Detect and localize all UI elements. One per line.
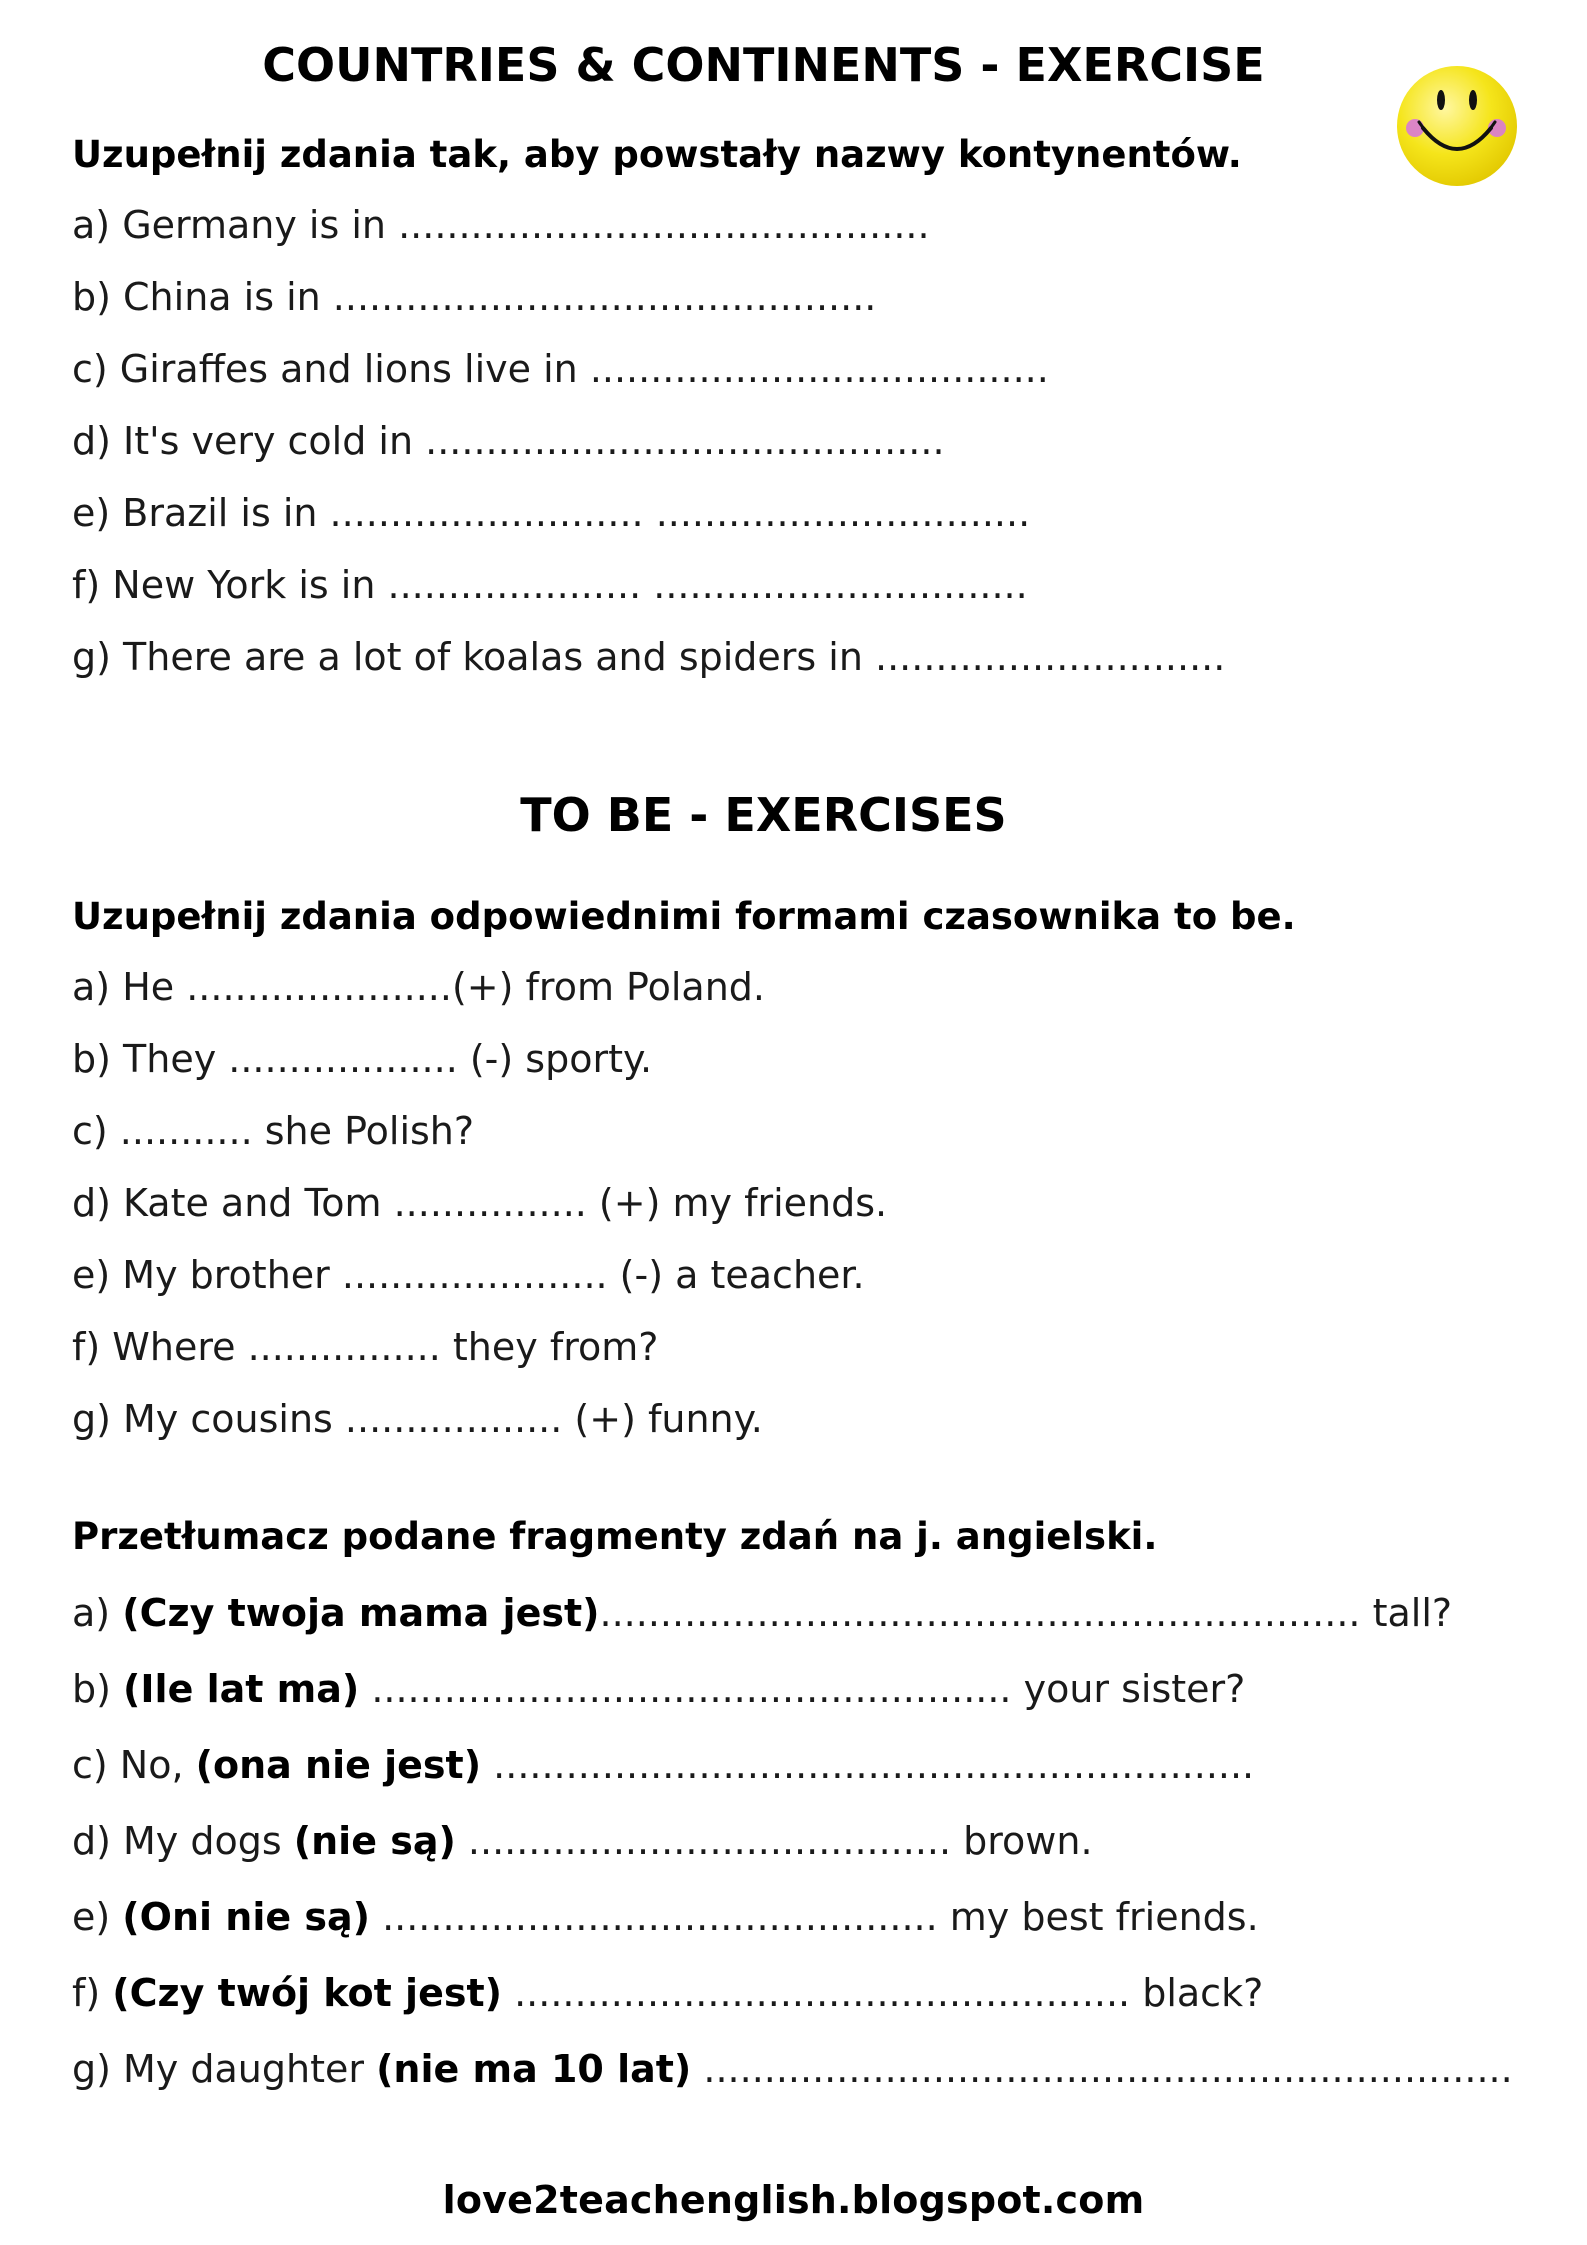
line-prefix: g) My daughter — [72, 2047, 377, 2091]
translation-line — [72, 1819, 1093, 1863]
polish-fragment: (ona nie jest) — [195, 1743, 482, 1787]
exercise-line: c) ........... she Polish? — [72, 1109, 475, 1153]
polish-fragment: (Ile lat ma) — [123, 1667, 360, 1711]
line-suffix: ..................................................... your sister? — [359, 1667, 1246, 1711]
translation-line — [72, 2047, 1513, 2091]
exercise-line: e) My brother ...................... (-) a teacher. — [72, 1253, 865, 1297]
line-prefix: d) My dogs — [72, 1819, 294, 1863]
line-prefix: e) — [72, 1895, 123, 1939]
exercise-line: d) It's very cold in ........................................... — [72, 419, 945, 463]
translation-line — [72, 1895, 1259, 1939]
polish-fragment: (nie ma 10 lat) — [376, 2047, 692, 2091]
instruction-translate: Przetłumacz podane fragmenty zdań na j. angielski. — [72, 1515, 1158, 1558]
translation-line — [72, 1591, 1452, 1635]
line-suffix: ................................................... black? — [502, 1971, 1264, 2015]
line-prefix: f) — [72, 1971, 113, 2015]
instruction-to-be: Uzupełnij zdania odpowiednimi formami czasownika to be. — [72, 895, 1296, 938]
translation-line — [72, 1743, 1254, 1787]
instruction-continents: Uzupełnij zdania tak, aby powstały nazwy kontynentów. — [72, 133, 1242, 176]
footer-url: love2teachenglish.blogspot.com — [442, 2178, 1145, 2222]
line-suffix: .............................................. my best friends. — [369, 1895, 1259, 1939]
line-suffix: ............................................................... — [481, 1743, 1255, 1787]
exercise-line: d) Kate and Tom ................ (+) my friends. — [72, 1181, 888, 1225]
exercise-line: g) My cousins .................. (+) funny. — [72, 1397, 763, 1441]
polish-fragment: (Oni nie są) — [122, 1895, 370, 1939]
line-suffix: ........................................ brown. — [455, 1819, 1093, 1863]
exercise-line: e) Brazil is in .......................... ............................... — [72, 491, 1031, 535]
line-prefix: b) — [72, 1667, 124, 1711]
line-prefix: c) No, — [72, 1743, 196, 1787]
line-suffix: ................................................................... — [691, 2047, 1513, 2091]
line-prefix: a) — [72, 1591, 123, 1635]
section-title-to-be: TO BE - EXERCISES — [520, 788, 1007, 842]
exercise-line: f) Where ................ they from? — [72, 1325, 659, 1369]
translation-line — [72, 1667, 1245, 1711]
smiley-face-icon — [1393, 62, 1521, 190]
polish-fragment: (Czy twój kot jest) — [112, 1971, 503, 2015]
exercise-line: g) There are a lot of koalas and spiders in ............................. — [72, 635, 1226, 679]
polish-fragment: (Czy twoja mama jest) — [122, 1591, 600, 1635]
page-title: COUNTRIES & CONTINENTS - EXERCISE — [262, 38, 1265, 92]
exercise-line: b) They ................... (-) sporty. — [72, 1037, 653, 1081]
exercise-line: a) He ......................(+) from Poland. — [72, 965, 765, 1009]
exercise-line: a) Germany is in ............................................ — [72, 203, 930, 247]
translation-line — [72, 1971, 1263, 2015]
exercise-line: c) Giraffes and lions live in ...................................... — [72, 347, 1049, 391]
polish-fragment: (nie są) — [293, 1819, 456, 1863]
exercise-line: b) China is in ............................................. — [72, 275, 877, 319]
line-suffix: ............................................................... tall? — [599, 1591, 1453, 1635]
exercise-line: f) New York is in ..................... ............................... — [72, 563, 1028, 607]
